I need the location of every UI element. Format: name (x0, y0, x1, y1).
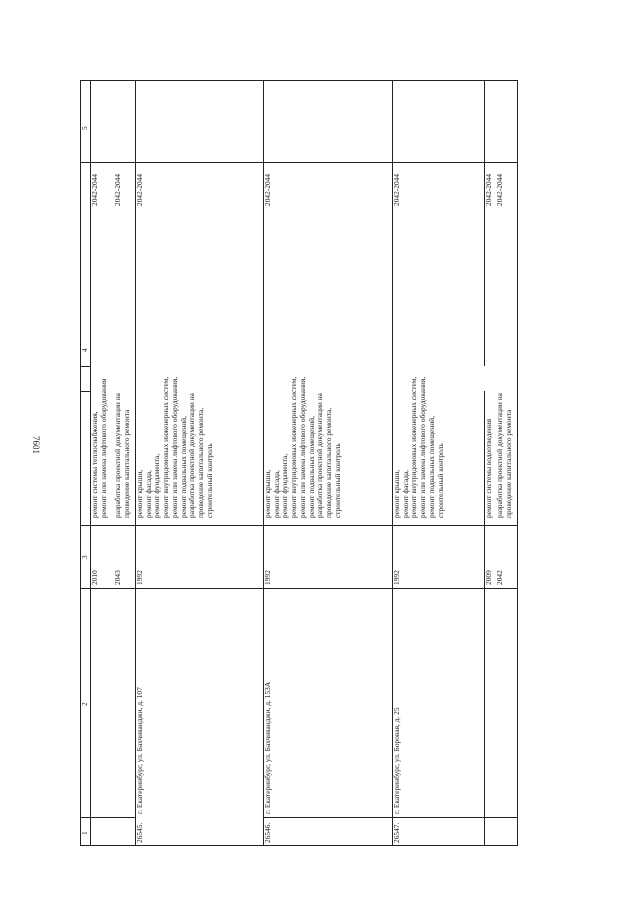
column-divider-address (80, 817, 135, 818)
page-number: 7601 (31, 436, 41, 454)
column-divider-number (80, 366, 90, 367)
work-schedule-table: 5 4 3 2 1 2042-2044 ремонт системы теплоснабжения, ремонт или замена лифтового оборудования 2010 2042-2044 разработка проектной документации на проведение капитального ремонта 2043 2042-2044 ремонт крыши, ремонт фасада, ремонт фундамента, ремонт внутридомовых инженерных систем, ремонт или замена лифтового оборудования, ремонт подвальных помещений, разработка проектной документации на проведение капитального ремонта, строительный контроль 1992 г. Екатеринбург, ул. Бахчиванджи, д. 107 26545. 2042-2044 ремонт крыши, ремонт фасада, ремонт фундамента, ремонт внутридомовых инженерных систем, ремонт или замена лифтового оборудования, ремонт подвальных помещений, разработка проектной документации на проведение капитального ремонта, строительный контроль 1992 г. Екатеринбург, ул. Бахчиванджи, д. 153А 26546. 2042-2044 ремонт крыши, ремонт фасада, ремонт внутридомовых инженерных систем, ремонт или замена лифтового оборудования, ремонт подвальных помещений, строительный контроль 1992 г. Екатеринбург, ул. Боровая, д. 25 26547. 2042-2044 ремонт системы водоотведения 2009 2042-2044 разработка проектной документации на проведение капитального ремонта 2042 (80, 80, 518, 846)
column-divider-year (80, 588, 518, 589)
row-divider-partial (484, 80, 485, 366)
column-divider-address (263, 817, 518, 818)
column-divider-period (80, 162, 518, 163)
column-divider-work (80, 525, 518, 526)
column-divider-number (80, 391, 90, 392)
